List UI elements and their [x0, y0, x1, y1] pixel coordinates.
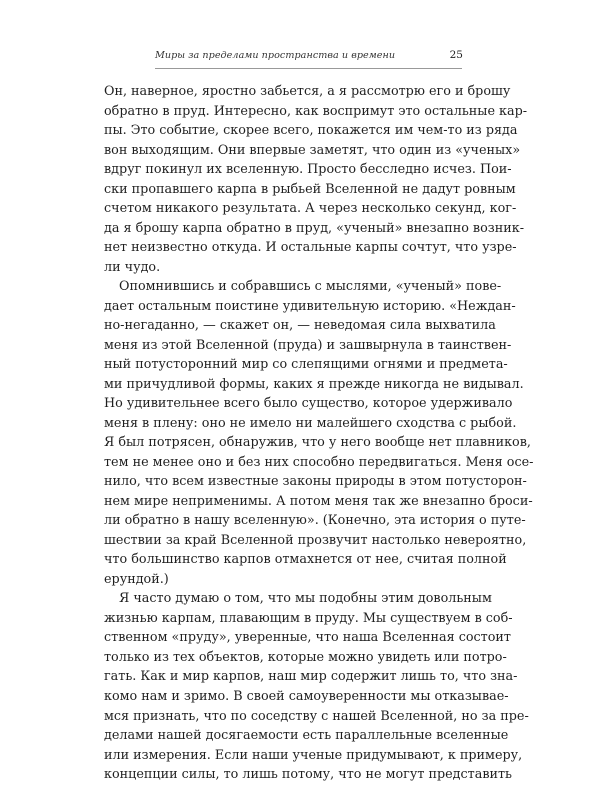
text-line: или измерения. Если наши ученые придумывают, к примеру, — [104, 747, 523, 763]
text-line: Я часто думаю о том, что мы подобны этим довольным — [119, 591, 492, 607]
text-line: ски пропавшего карпа в рыбьей Вселенной не дадут ровным — [104, 181, 516, 197]
text-line: ли обратно в нашу вселенную». (Конечно, эта история о путе- — [104, 513, 526, 529]
text-line: нет неизвестно откуда. И остальные карпы сочтут, что узре- — [104, 240, 517, 256]
text-line: только из тех объектов, которые можно увидеть или потро- — [104, 649, 507, 665]
text-line: ли чудо. — [104, 259, 161, 275]
text-line: нило, что всем известные законы природы в этом потусторон- — [104, 474, 527, 490]
body-text — [104, 82, 534, 785]
text-line: концепции силы, то лишь потому, что не могут представить — [104, 767, 512, 783]
text-line: обратно в пруд. Интересно, как воспримут это остальные кар- — [104, 103, 528, 119]
text-line: ерундой.) — [104, 571, 169, 587]
text-line: вдруг покинул их вселенную. Просто бесследно исчез. Пои- — [104, 162, 512, 178]
text-line: что большинство карпов отмахнется от нее, считая полной — [104, 552, 507, 568]
text-line: жизнью карпам, плавающим в пруду. Мы существуем в соб- — [104, 610, 513, 626]
text-line: мся признать, что по соседству с нашей Вселенной, но за пре- — [104, 708, 529, 724]
text-line: но-негаданно, — скажет он, — неведомая сила выхватила — [104, 318, 496, 334]
text-line: Я был потрясен, обнаружив, что у него вообще нет плавников, — [104, 435, 531, 451]
text-line: Опомнившись и собравшись с мыслями, «ученый» пове- — [119, 279, 502, 295]
text-line: счетом никакого результата. А через несколько секунд, ког- — [104, 201, 517, 217]
text-line: вон выходящим. Они впервые заметят, что один из «ученых» — [104, 142, 521, 158]
text-line: шествии за край Вселенной прозвучит настолько невероятно, — [104, 532, 527, 548]
text-line: делами нашей досягаемости есть параллельные вселенные — [104, 728, 509, 744]
header-rule — [155, 68, 462, 69]
text-line: ный потусторонний мир со слепящими огнями и предмета- — [104, 357, 508, 373]
text-line: ми причудливой формы, каких я прежде никогда не видывал. — [104, 376, 524, 392]
page-number: 25 — [449, 49, 463, 61]
text-line: гать. Как и мир карпов, наш мир содержит лишь то, что зна- — [104, 669, 518, 685]
text-line: Но удивительнее всего было существо, которое удерживало — [104, 396, 513, 412]
text-line: нем мире неприменимы. А потом меня так же внезапно броси- — [104, 493, 533, 509]
text-line: тем не менее оно и без них способно передвигаться. Меня осе- — [104, 454, 534, 470]
text-line: ственном «пруду», уверенные, что наша Вселенная состоит — [104, 630, 511, 646]
text-line: дает остальным поистине удивительную историю. «Неждан- — [104, 298, 516, 314]
text-line: меня в плену: оно не имело ни малейшего сходства с рыбой. — [104, 415, 517, 431]
text-line: да я брошу карпа обратно в пруд, «ученый» внезапно возник- — [104, 220, 525, 236]
running-head: Миры за пределами пространства и времени — [155, 50, 396, 61]
text-line: комо нам и зримо. В своей самоуверенности мы отказывае- — [104, 688, 509, 704]
text-line: пы. Это событие, скорее всего, покажется им чем-то из ряда — [104, 123, 518, 139]
text-line: Он, наверное, яростно забьется, а я рассмотрю его и брошу — [104, 84, 511, 99]
text-line: меня из этой Вселенной (пруда) и зашвырнула в таинствен- — [104, 337, 512, 353]
